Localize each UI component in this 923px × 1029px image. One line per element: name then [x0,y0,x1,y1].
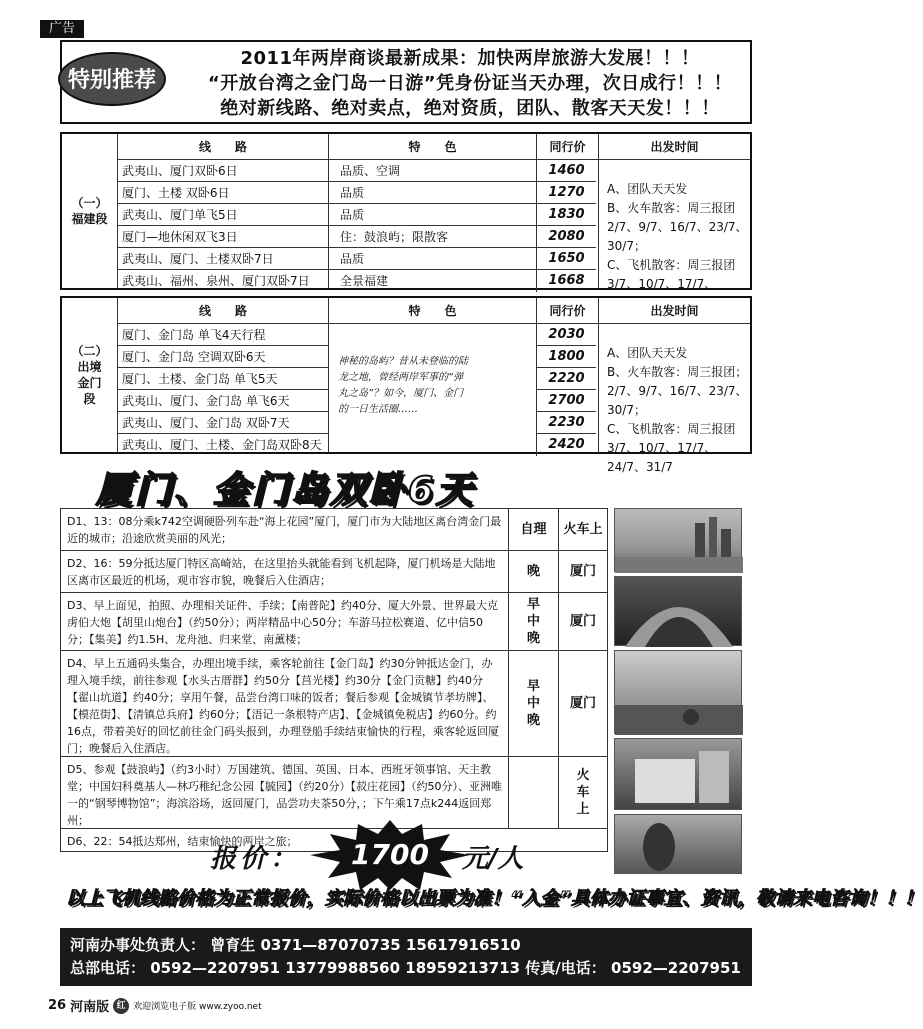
departure-line: 3/7、10/7、17/7、 [607,277,717,291]
feature-tour-title: 厦门、金门岛双卧6天 [96,470,476,511]
pricing-notice: 以上飞机线路价格为正常报价，实际价格以出票为准！“入金”具体办证事宜、资讯，敬请来电咨询！！！ [66,888,923,909]
table-row [118,270,536,292]
price-label: 报价： [210,844,301,874]
table-row [118,182,536,204]
statue-icon [615,815,743,875]
section-label-line: （一） [71,196,108,210]
departure-column-header: 出发时间 [598,134,750,160]
kinmen-route-table [60,296,752,474]
route-price: 2700 [536,390,596,412]
contact-line-henan: 河南办事处负责人： 曾育生 0371—87070735 15617916510 [70,936,521,954]
itinerary-lodging: 厦门 [569,696,596,711]
itinerary-lodging: 火 车 上 [576,768,590,817]
departure-line: 2/7、9/7、16/7、23/7、30/7； [607,220,748,253]
recommend-badge: 特别推荐 [58,52,166,106]
header-headlines [190,46,750,121]
building-icon [615,739,743,811]
tunnel-photo [614,576,742,646]
route-price: 1830 [536,204,596,226]
route-price: 2220 [536,368,596,390]
route-name: 厦门、金门岛 空调双卧6天 [122,350,266,364]
itinerary-row [61,757,607,829]
itinerary-row [61,651,607,757]
departure-line: A、团队天天发 [607,182,688,196]
route-name: 武夷山、厦门双卧6日 [122,164,238,178]
feature-column-header: 特 色 [328,134,536,160]
table-row [118,160,536,182]
departure-line: 3/7、10/7、17/7、24/7、31/7 [607,441,717,474]
xiamen-skyline-photo [614,508,742,572]
table-row [118,412,328,434]
skyline-icon [615,509,743,573]
route-feature: 品质 [340,186,365,200]
kinmen-section-label [62,298,118,452]
itinerary-table [60,508,608,852]
landscape-icon [615,651,743,735]
website-link[interactable]: 欢迎浏览电子版 www.zyoo.net [133,1002,262,1012]
statue-photo [614,814,742,874]
route-feature: 品质、空调 [340,164,401,178]
route-price: 2080 [536,226,596,248]
route-feature: 品质 [340,208,365,222]
itinerary-meal: 自理 [509,509,559,550]
route-price: 1650 [536,248,596,270]
section-label-line: 出境 [77,360,102,374]
table-row [118,204,536,226]
feature-column-header: 特 色 [328,298,536,324]
headline-1: 2011年两岸商谈最新成果：加快两岸旅游大发展！！！ [240,48,700,69]
itinerary-description: D6、22：54抵达郑州，结束愉快的两岸之旅； [67,835,298,848]
table-row [118,248,536,270]
itinerary-meal: 晚 [509,551,559,592]
route-feature: 全景福建 [340,274,389,288]
itinerary-description: D3、早上面见，拍照、办理相关证件、手续；【南普陀】约40分、厦大外景、世界最大克虏伯大炮【胡里山炮台】（约50分）；两岸精品中心50分；车游马拉松赛道、亿中信50分；【集美】约1.5H、龙舟池、归来堂、南薰楼； [61,593,509,650]
tunnel-icon [615,577,743,647]
route-price: 1668 [536,270,596,292]
route-name: 武夷山、厦门、土楼、金门岛双卧8天 [122,438,322,452]
itinerary-meal [509,757,559,828]
ad-tag: 广告 [40,20,84,38]
table-row [118,226,536,248]
itinerary-row [61,551,607,593]
itinerary-row [61,593,607,651]
route-name: 武夷山、厦门、金门岛 双卧7天 [122,416,290,430]
route-feature: 住：鼓浪屿；限散客 [340,230,449,244]
departure-line: B、火车散客：周三报团 [607,201,736,215]
route-name: 武夷山、福州、泉州、厦门双卧7日 [122,274,310,288]
departure-line: C、飞机散客：周三报团 [607,258,736,272]
route-price: 1460 [536,160,596,182]
itinerary-description: D1、13：08分乘k742空调硬卧列车赴“海上花园”厦门，厦门市为大陆地区离台湾金门最近的城市；沿途欣赏美丽的风光； [61,509,509,550]
fujian-route-table [60,132,752,290]
section-label-line: 段 [83,392,96,406]
itinerary-lodging: 厦门 [569,614,596,629]
route-name: 武夷山、厦门单飞5日 [122,208,238,222]
table-row [118,368,328,390]
page-number: 26 [48,998,67,1013]
departure-line: 2/7、9/7、16/7、23/7、30/7； [607,384,748,417]
route-name: 厦门—地休闲双飞3日 [122,230,238,244]
route-name: 厦门、土楼、金门岛 单飞5天 [122,372,278,386]
section-label-line: 福建段 [71,212,108,226]
table-row [118,346,328,368]
departure-line: C、飞机散客：周三报团 [607,422,736,436]
contact-bar [60,928,752,986]
route-name: 厦门、土楼 双卧6日 [122,186,230,200]
section-label-line: 金门 [77,376,102,390]
section-label-line: （二） [71,344,108,358]
table-row [118,324,328,346]
route-name: 武夷山、厦门、土楼双卧7日 [122,252,274,266]
itinerary-row [61,509,607,551]
itinerary-lodging: 火车上 [563,522,603,537]
route-column-header: 线 路 [118,134,328,160]
itinerary-meal: 早 中 晚 [509,593,559,650]
price-column-header: 同行价 [536,134,598,160]
headline-2: “开放台湾之金门岛一日游”凭身份证当天办理，次日成行！！！ [207,73,733,94]
seal-icon: 红 [113,998,129,1014]
route-price: 1270 [536,182,596,204]
route-price: 2030 [536,324,596,346]
price-column-header: 同行价 [536,298,598,324]
price-value: 1700 [351,838,429,871]
route-name: 武夷山、厦门、金门岛 单飞6天 [122,394,290,408]
itinerary-meal: 早 中 晚 [509,651,559,756]
departure-schedule [598,160,750,291]
route-price: 1800 [536,346,596,368]
itinerary-lodging: 厦门 [569,564,596,579]
route-column-header: 线 路 [118,298,328,324]
route-price: 2420 [536,434,596,456]
departure-line: A、团队天天发 [607,346,688,360]
itinerary-description: D4、早上五通码头集合，办理出境手续，乘客轮前往【金门岛】约30分钟抵达金门，办理入境手续，前往参观【水头古厝群】约50分【莒光楼】约30分【金门贡糖】约40分【翟山坑道】约40分；享用午餐，品尝台湾口味的饭者；餐后参观【金城镇节孝坊牌】、【模范街】、【清镇总兵府】约60分；【浯记一条根特产店】、【金城镇免税店】约60分。约16点，带着美好的回忆前往金门码头报到，办理登船手续结束愉快的行程，乘客轮返回厦门；晚餐后入住酒店。 [61,651,509,756]
itinerary-description: D5、参观【鼓浪屿】（约3小时）万国建筑、德国、英国、日本、西班牙领事馆、天主教堂；中国妇科奠基人—林巧稚纪念公园【毓园】（约20分）【菽庄花园】（约50分）、亚洲唯一的“钢琴博物馆”；海滨浴场，返回厦门，品尝功夫茶50分，；下午乘17点k244返回郑州； [61,757,509,828]
departure-column-header: 出发时间 [598,298,750,324]
price-unit: 元/人 [462,844,524,874]
headline-3: 绝对新线路、绝对卖点，绝对资质，团队、散客天天发！！！ [220,98,720,119]
kinmen-landscape-photo [614,650,742,734]
route-feature: 品质 [340,252,365,266]
itinerary-description: D2、16：59分抵达厦门特区高崎站，在这里抬头就能看到飞机起降，厦门机场是大陆地区离市区最近的机场，观市容市貌，晚餐后入住酒店； [61,551,509,592]
page-footer [48,996,262,1015]
kinmen-feature-text: 神秘的岛屿？昔从未登临的陆龙之地，曾经两岸军事的“弹丸之岛”？如今，厦门、金门的一日生活圈…… [338,356,468,415]
table-row [118,434,328,456]
table-row [118,390,328,412]
contact-line-headquarters: 总部电话： 0592—2207951 13779988560 18959213713 传真/电话： 0592—2207951 [70,959,741,977]
route-price: 2230 [536,412,596,434]
gulangyu-building-photo [614,738,742,810]
fujian-section-label [62,134,118,288]
route-name: 厦门、金门岛 单飞4天行程 [122,328,266,342]
departure-schedule [598,324,750,474]
departure-line: B、火车散客：周三报团； [607,365,748,379]
edition-label: 河南版 [70,1000,110,1015]
